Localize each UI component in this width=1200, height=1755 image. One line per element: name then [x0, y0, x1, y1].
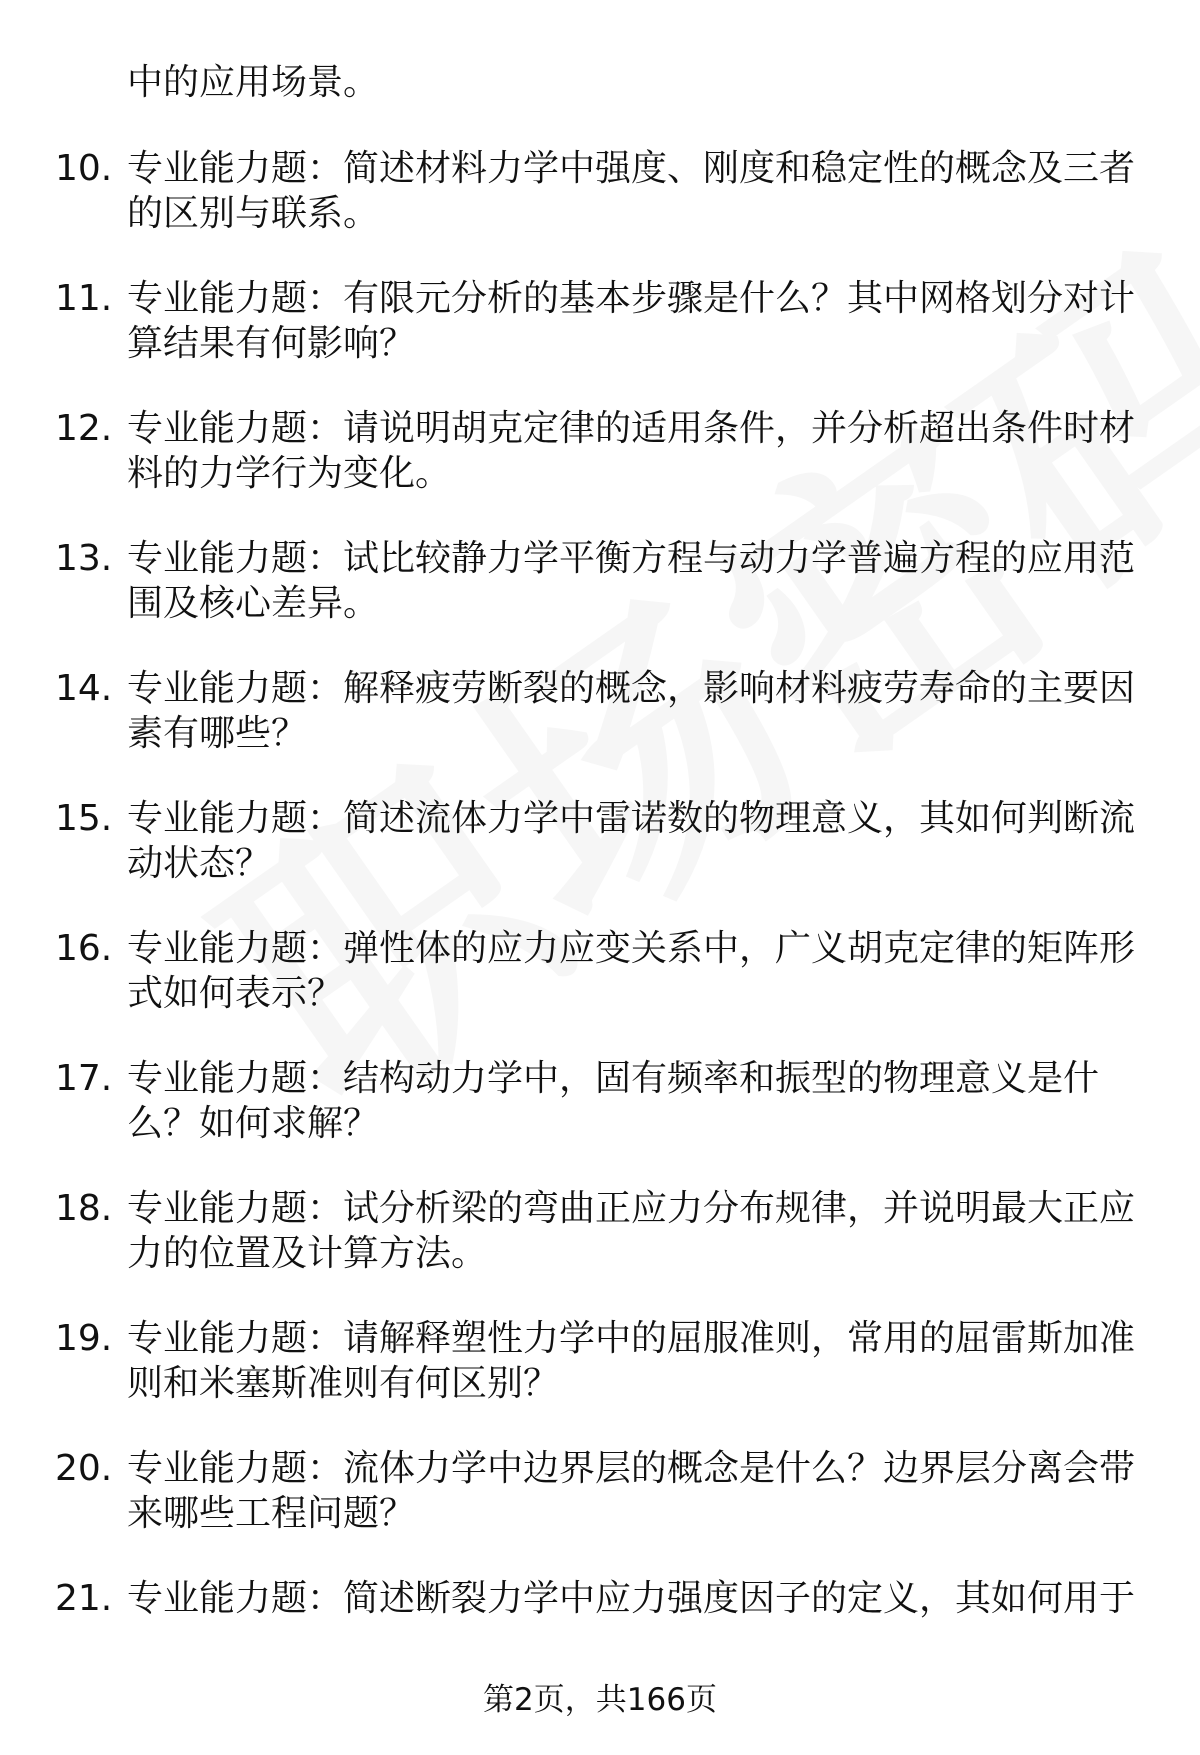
question-text: 专业能力题：有限元分析的基本步骤是什么？其中网格划分对计 算结果有何影响？	[127, 278, 1136, 364]
continuation-text: 中的应用场景。	[127, 62, 380, 103]
question-text: 专业能力题：请解释塑性力学中的屈服准则，常用的屈雷斯加准 则和米塞斯准则有何区别？	[127, 1318, 1136, 1404]
page-footer: 第2页，共166页	[483, 1682, 717, 1718]
question-number: 20.	[55, 1448, 113, 1489]
question-text: 专业能力题：结构动力学中，固有频率和振型的物理意义是什 么？如何求解？	[127, 1058, 1100, 1144]
list-item	[0, 536, 1200, 622]
question-number: 17.	[55, 1058, 113, 1099]
question-text: 专业能力题：简述流体力学中雷诺数的物理意义，其如何判断流 动状态？	[127, 798, 1136, 884]
list-item	[0, 1056, 1200, 1142]
list-item	[0, 276, 1200, 362]
question-text: 专业能力题：试比较静力学平衡方程与动力学普遍方程的应用范 围及核心差异。	[127, 538, 1136, 624]
question-number: 16.	[55, 928, 113, 969]
question-number: 13.	[55, 538, 113, 579]
question-text: 专业能力题：简述断裂力学中应力强度因子的定义，其如何用于	[127, 1578, 1136, 1619]
list-item	[0, 1576, 1200, 1662]
question-list	[0, 146, 1200, 1706]
list-item	[0, 1186, 1200, 1272]
list-item	[0, 146, 1200, 232]
list-item	[0, 926, 1200, 1012]
question-number: 21.	[55, 1578, 113, 1619]
question-number: 19.	[55, 1318, 113, 1359]
list-item	[0, 666, 1200, 752]
list-item	[0, 1316, 1200, 1402]
question-text: 专业能力题：简述材料力学中强度、刚度和稳定性的概念及三者 的区别与联系。	[127, 148, 1136, 234]
question-text: 专业能力题：解释疲劳断裂的概念，影响材料疲劳寿命的主要因 素有哪些？	[127, 668, 1136, 754]
question-number: 15.	[55, 798, 113, 839]
question-text: 专业能力题：请说明胡克定律的适用条件，并分析超出条件时材 料的力学行为变化。	[127, 408, 1136, 494]
list-item	[0, 796, 1200, 882]
list-item	[0, 1446, 1200, 1532]
question-number: 12.	[55, 408, 113, 449]
question-number: 14.	[55, 668, 113, 709]
question-text: 专业能力题：试分析梁的弯曲正应力分布规律，并说明最大正应 力的位置及计算方法。	[127, 1188, 1136, 1274]
question-number: 10.	[55, 148, 113, 189]
list-item	[0, 406, 1200, 492]
question-number: 11.	[55, 278, 113, 319]
question-number: 18.	[55, 1188, 113, 1229]
question-text: 专业能力题：流体力学中边界层的概念是什么？边界层分离会带 来哪些工程问题？	[127, 1448, 1136, 1534]
question-text: 专业能力题：弹性体的应力应变关系中，广义胡克定律的矩阵形 式如何表示？	[127, 928, 1136, 1014]
